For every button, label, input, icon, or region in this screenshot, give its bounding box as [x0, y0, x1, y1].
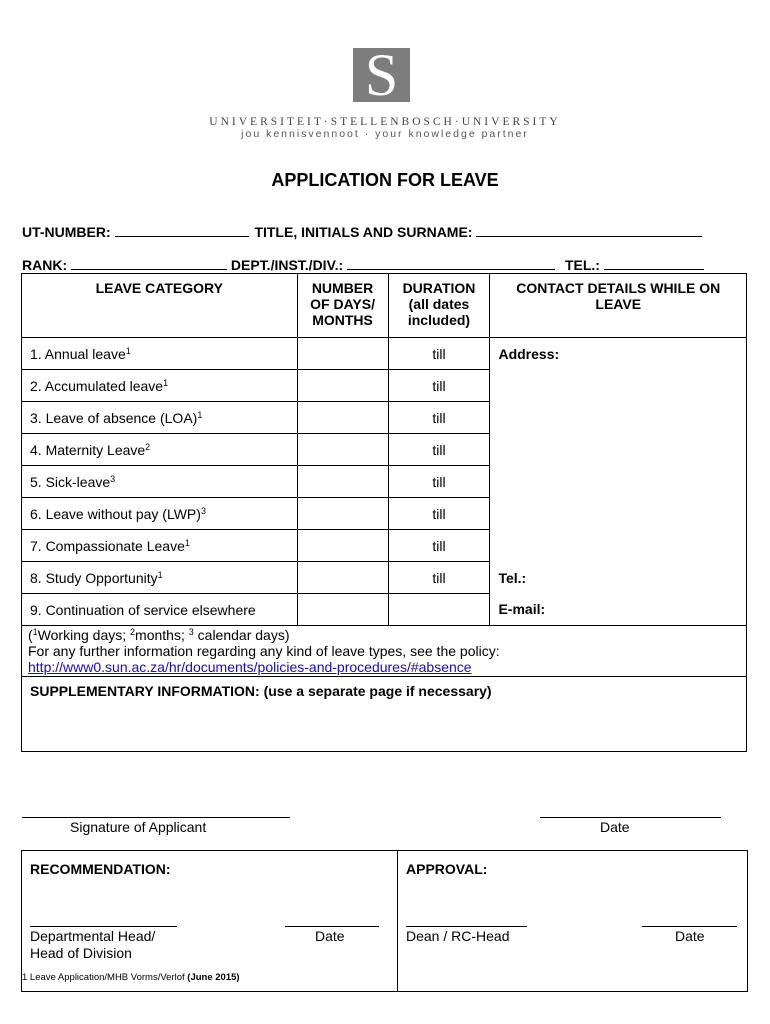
duration-field[interactable]: till — [388, 338, 490, 370]
leave-category-label: 2. Accumulated leave$^1$ — [22, 370, 298, 402]
duration-field[interactable]: till — [388, 562, 490, 594]
contact-address-field[interactable] — [490, 338, 747, 562]
number-of-days-field[interactable] — [297, 370, 388, 402]
recommendation-title: RECOMMENDATION: — [30, 861, 171, 877]
footer — [22, 972, 240, 983]
contact-tel-field[interactable] — [490, 562, 747, 594]
departmental-head-label: Departmental Head/ Head of Division — [30, 928, 156, 961]
leave-category-label: 4. Maternity Leave$^2$ — [22, 434, 298, 466]
leave-notes — [22, 626, 747, 677]
leave-category-label: 8. Study Opportunity$^1$ — [22, 562, 298, 594]
address-label: Address: — [498, 346, 560, 362]
ut-number-field[interactable] — [115, 223, 249, 237]
number-of-days-field[interactable] — [297, 498, 388, 530]
recommendation-date-line[interactable] — [285, 926, 379, 927]
supplementary-info-field[interactable] — [22, 677, 747, 752]
leave-table — [21, 273, 747, 752]
policy-link[interactable]: http://www0.sun.ac.za/hr/documents/policies-and-procedures/#absence — [28, 659, 472, 675]
departmental-head-signature-line[interactable] — [30, 926, 177, 927]
approval-date-line[interactable] — [642, 926, 737, 927]
number-of-days-field[interactable] — [297, 434, 388, 466]
supplementary-row — [22, 677, 747, 752]
rank-label: RANK: — [22, 257, 68, 273]
rank-field[interactable] — [71, 256, 227, 270]
table-row — [22, 562, 747, 594]
applicant-signature-line[interactable] — [22, 817, 290, 818]
applicant-date-line[interactable] — [540, 817, 721, 818]
leave-category-label: 3. Leave of absence (LOA)$^1$ — [22, 402, 298, 434]
duration-field[interactable]: till — [388, 370, 490, 402]
recommendation-date-label: Date — [315, 928, 345, 944]
notes-legend: ($^1$Working days; $^2$months; $^3$ calendar days) — [28, 627, 290, 643]
footer-text: 1 Leave Application/MHB Vorms/Verlof — [22, 972, 188, 983]
number-of-days-field[interactable] — [297, 466, 388, 498]
dean-signature-line[interactable] — [406, 926, 527, 927]
header-duration: DURATION (all dates included) — [388, 274, 490, 338]
tel-field[interactable] — [604, 256, 704, 270]
logo-letter: S — [364, 42, 399, 108]
number-of-days-field[interactable] — [297, 402, 388, 434]
approval-title: APPROVAL: — [406, 861, 488, 877]
number-of-days-field[interactable] — [297, 594, 388, 626]
number-of-days-field[interactable] — [297, 562, 388, 594]
number-of-days-field[interactable] — [297, 530, 388, 562]
dept-label: DEPT./INST./DIV.: — [230, 257, 344, 273]
name-field[interactable] — [476, 223, 702, 237]
rank-row — [22, 256, 704, 273]
applicant-date-label: Date — [600, 819, 630, 835]
dept-field[interactable] — [347, 256, 555, 270]
supplementary-label: SUPPLEMENTARY INFORMATION: (use a separate page if necessary) — [30, 683, 492, 699]
dean-label: Dean / RC-Head — [406, 928, 510, 944]
box-divider — [397, 850, 398, 991]
page-title: APPLICATION FOR LEAVE — [271, 170, 499, 190]
duration-field[interactable]: till — [388, 402, 490, 434]
tel-contact-label: Tel.: — [498, 569, 527, 586]
university-tagline: jou kennisvennoot · your knowledge partner — [241, 128, 529, 140]
duration-field[interactable]: till — [388, 530, 490, 562]
header-leave-category: LEAVE CATEGORY — [22, 274, 298, 338]
duration-field[interactable]: till — [388, 498, 490, 530]
leave-category-label: 6. Leave without pay (LWP)$^3$ — [22, 498, 298, 530]
ut-number-row — [22, 223, 702, 240]
footer-date: (June 2015) — [187, 972, 240, 983]
table-row — [22, 338, 747, 370]
name-label: TITLE, INITIALS AND SURNAME: — [254, 224, 473, 240]
university-name: UNIVERSITEIT·STELLENBOSCH·UNIVERSITY — [209, 116, 561, 128]
duration-field[interactable]: till — [388, 434, 490, 466]
leave-category-label: 5. Sick-leave$^3$ — [22, 466, 298, 498]
leave-category-label: 9. Continuation of service elsewhere — [22, 594, 298, 626]
duration-field[interactable]: till — [388, 466, 490, 498]
university-logo — [353, 42, 410, 108]
email-label: E-mail: — [498, 601, 546, 618]
header-contact-details: CONTACT DETAILS WHILE ON LEAVE — [490, 274, 747, 338]
approval-date-label: Date — [675, 928, 705, 944]
contact-email-field[interactable] — [490, 594, 747, 626]
number-of-days-field[interactable] — [297, 338, 388, 370]
table-header — [22, 274, 747, 338]
tel-label: TEL.: — [564, 257, 600, 273]
leave-category-label: 7. Compassionate Leave$^1$ — [22, 530, 298, 562]
duration-field[interactable] — [388, 594, 490, 626]
notes-row — [22, 626, 747, 677]
header-number-of-days: NUMBER OF DAYS/ MONTHS — [297, 274, 388, 338]
notes-policy-text: For any further information regarding any kind of leave types, see the policy: — [28, 643, 500, 659]
ut-number-label: UT-NUMBER: — [22, 224, 111, 240]
leave-category-label: 1. Annual leave$^1$ — [22, 338, 298, 370]
applicant-signature-label: Signature of Applicant — [70, 819, 207, 835]
table-row — [22, 594, 747, 626]
